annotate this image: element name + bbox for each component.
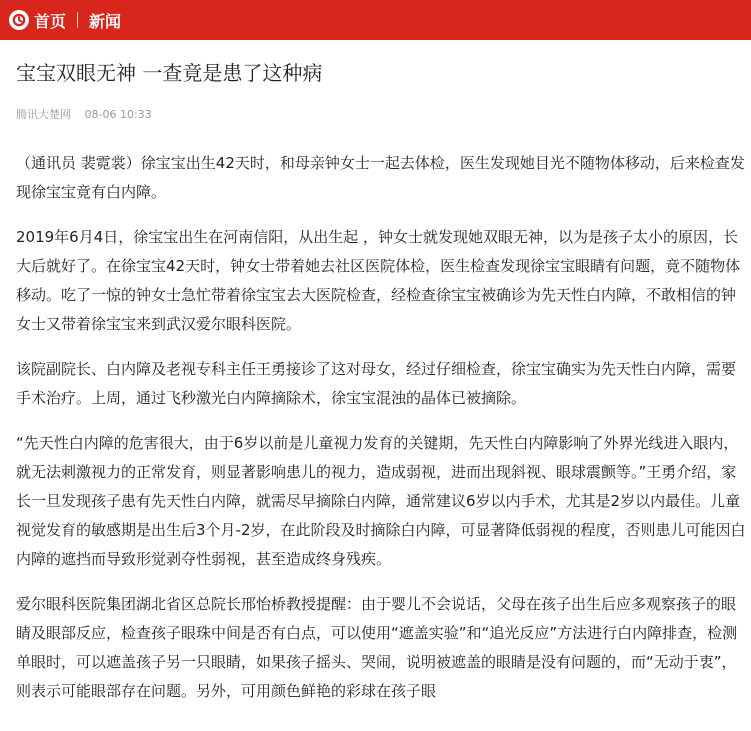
article-title: 宝宝双眼无神 一查竟是患了这种病 xyxy=(16,61,323,85)
nav-news-link[interactable]: 新闻 xyxy=(89,11,122,31)
article-paragraph: “先天性白内障的危害很大，由于6岁以前是儿童视力发育的关键期，先天性白内障影响了外界光线进入眼内，就无法刺激视力的正常发育，则显著影响患儿的视力，造成弱视，进而出现斜视、眼球震颤等。”王勇介绍，家长一旦发现孩子患有先天性白内障，就需尽早摘除白内障，通常建议6岁以内手术，尤其是2岁以内最佳。儿童视觉发育的敏感期是出生后3个月-2岁，在此阶段及时摘除白内障，可显著降低弱视的程度，否则患儿可能因白内障的遮挡而导致形觉剥夺性弱视，甚至造成终身残疾。 xyxy=(16,434,746,568)
article-paragraph: 该院副院长、白内障及老视专科主任王勇接诊了这对母女，经过仔细检查，徐宝宝确实为先天性白内障，需要手术治疗。上周，通过飞秒激光白内障摘除术，徐宝宝混浊的晶体已被摘除。 xyxy=(16,360,737,407)
article-source[interactable]: 腾讯大楚网 xyxy=(16,108,71,121)
article-paragraph: （通讯员 裴霓裳）徐宝宝出生42天时，和母亲钟女士一起去体检，医生发现她目光不随物体移动，后来检查发现徐宝宝竟有白内障。 xyxy=(16,154,745,201)
article-body xyxy=(16,149,748,722)
article-paragraph: 爱尔眼科医院集团湖北省区总院长邢怡桥教授提醒：由于婴儿不会说话，父母在孩子出生后应多观察孩子的眼睛及眼部反应，检查孩子眼珠中间是否有白点，可以使用“遮盖实验”和“追光反应”方法进行白内障排查，检测单眼时，可以遮盖孩子另一只眼睛，如果孩子摇头、哭闹，说明被遮盖的眼睛是没有问题的，而“无动于衷”，则表示可能眼部存在问题。另外，可用颜色鲜艳的彩球在孩子眼 xyxy=(16,595,738,700)
top-nav-bar xyxy=(0,0,751,40)
article-paragraph: 2019年6月4日，徐宝宝出生在河南信阳，从出生起 ，钟女士就发现她双眼无神，以为是孩子太小的原因，长大后就好了。在徐宝宝42天时，钟女士带着她去社区医院体检，医生检查发现徐宝宝眼睛有问题，竟不随物体移动。吃了一惊的钟女士急忙带着徐宝宝去大医院检查，经检查徐宝宝被确诊为先天性白内障，不敢相信的钟女士又带着徐宝宝来到武汉爱尔眼科医院。 xyxy=(16,228,741,333)
nav-divider xyxy=(77,12,78,28)
tencent-dachu-logo-icon[interactable] xyxy=(9,10,29,30)
article-time: 08-06 10:33 xyxy=(84,108,152,121)
article-meta xyxy=(16,107,152,123)
nav-home-link[interactable]: 首页 xyxy=(34,11,67,31)
